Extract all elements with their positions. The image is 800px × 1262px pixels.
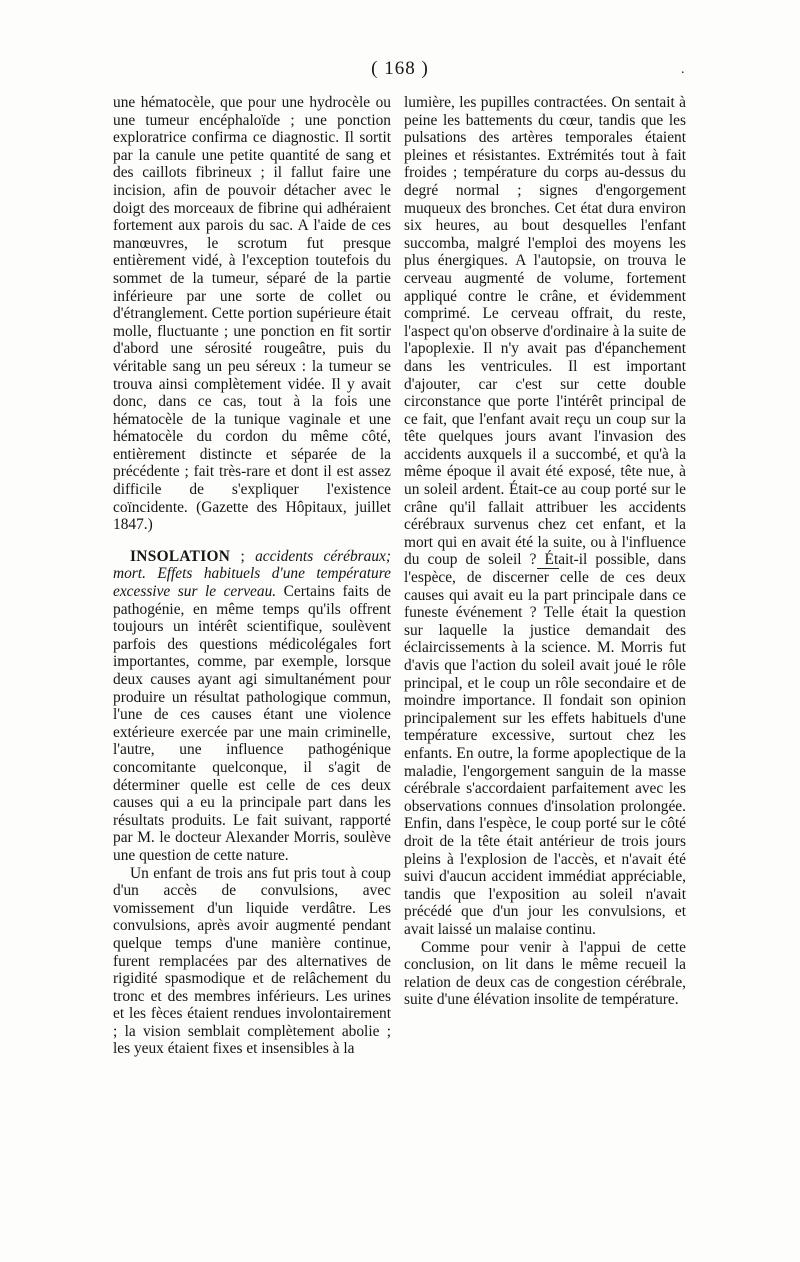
right-column — [404, 94, 686, 1009]
article-intro: Certains faits de pathogénie, en même temps qu'ils offrent toujours un intérêt scientifique, soulèvent parfois des questions médicolégales fort importantes, comme, par exemple, lorsque deux causes ayant agi simultanément pour produire un résultat pathologique commun, l'une de ces causes étant une violence extérieure exercée par une main criminelle, l'autre, une influence pathogénique concomitante quelconque, il s'agit de déterminer quelle est celle de ces deux causes qui a eu la principale part dans les résultats produits. Le fait suivant, rapporté par M. le docteur Alexander Morris, soulève une question de cette nature. — [113, 583, 392, 864]
left-column — [113, 94, 391, 1058]
article-subtitle: accidents cérébraux; mort. Effets habituels d'une température excessive sur le cerveau. — [113, 547, 391, 601]
page-number: ( 168 ) — [371, 58, 429, 79]
paragraph-continued: une hématocèle, que pour une hydrocèle ou une tumeur encéphaloïde ; une ponction exploratrice confirma ce diagnostic. Il sortit par la canule une petite quantité de sang et des caillots fibrineux ; il fallut faire une incision, afin de pouvoir détacher avec le doigt des morceaux de fibrine qui adhéraient fortement aux parois du sac. A l'aide de ces manœuvres, le scrotum fut presque entièrement vidé, à l'exception toutefois du sommet de la tumeur, séparé de la partie inférieure par une sorte de collet ou d'étranglement. Cette portion supérieure était molle, fluctuante ; une ponction en fit sortir d'abord une sérosité rougeâtre, puis du véritable sang un peu séreux : la tumeur se trouva ainsi complètement vidée. Il y avait donc, dans ce cas, tout à la fois une hématocèle de la tunique vaginale et une hématocèle du cordon du même côté, entièrement distincte et séparée de la précédente ; fait très-rare et dont il est assez difficile de s'expliquer l'existence coïncidente. (Gazette des Hôpitaux, juillet 1847.) — [113, 94, 391, 534]
article-title: INSOLATION — [130, 547, 231, 565]
paragraph-case-report: Un enfant de trois ans fut pris tout à coup d'un accès de convulsions, avec vomissement d'un liquide verdâtre. Les convulsions, après avoir augmenté pendant quelque temps d'une manière continue, furent remplacées par des alternatives de rigidité spasmodique et de relâchement du tronc et des membres inférieurs. Les urines et les fèces étaient rendues involontairement ; la vision semblait complètement abolie ; les yeux étaient fixes et insensibles à la — [113, 864, 391, 1058]
text-rule — [537, 568, 559, 569]
heading-separator: ; — [230, 547, 256, 565]
article-heading-paragraph — [113, 548, 391, 865]
paragraph-continued-right: lumière, les pupilles contractées. On sentait à peine les battements du cœur, tandis que les pulsations des artères temporales étaient pleines et résistantes. Extrémités tout à fait froides ; température du corps au-dessus du degré normal ; signes d'engorgement muqueux des bronches. Cet état dura environ six heures, au bout desquelles l'enfant succomba, malgré l'emploi des moyens les plus énergiques. A l'autopsie, on trouva le cerveau augmenté de volume, fortement appliqué contre le crâne, et évidemment comprimé. Le cerveau offrait, du reste, l'aspect qu'on observe d'ordinaire à la suite de l'apoplexie. Il n'y avait pas d'épanchement dans les ventricules. Il est important d'ajouter, car c'est sur cette double circonstance que porte l'intérêt principal de ce fait, que l'enfant avait reçu un coup sur la tête quelques jours avant l'invasion des accidents auxquels il a succombé, et qu'à la même époque il avait été exposé, tête nue, à un soleil ardent. Était-ce au coup porté sur le crâne qu'il fallait attribuer les accidents cérébraux survenus chez cet enfant, et la mort qui en avait été la suite, ou à l'influence du coup de soleil ? Était-il possible, dans l'espèce, de discerner celle de ces deux causes qui avait eu la part principale dans ce funeste événement ? Telle était la question sur laquelle la justice demandait des éclaircissements à la science. M. Morris fut d'avis que l'action du soleil avait joué le rôle principal, et le coup un rôle secondaire et de moindre importance. Il fondait son opinion principalement sur les effets habituels d'une température excessive, surtout chez les enfants. En outre, la forme apoplectique de la maladie, l'engorgement sanguin de la masse cérébrale s'accordaient parfaitement avec les observations connues d'insolation prolongée. Enfin, dans l'espèce, le coup porté sur le côté droit de la tête était antérieur de trois jours pleins à l'explosion de l'accès, et n'avait été suivi d'aucun accident immédiat appréciable, tandis que l'exposition au soleil n'avait précédé que d'un jour les convulsions, et avait laissé un malaise continu. — [404, 94, 686, 938]
page-mark: . — [681, 62, 685, 77]
paragraph-conclusion: Comme pour venir à l'appui de cette conclusion, on lit dans le même recueil la relation de deux cas de congestion cérébrale, suite d'une élévation insolite de température. — [404, 938, 686, 1009]
